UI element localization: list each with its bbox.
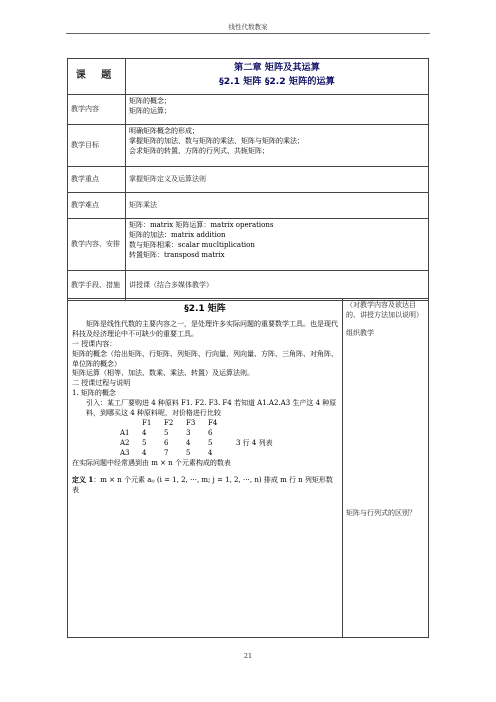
matrix-row-label: A3 bbox=[120, 448, 130, 457]
matrix-size-note: 3 行 4 列表 bbox=[236, 439, 273, 448]
difficulty-label: 教学难点 bbox=[68, 193, 126, 219]
matrix-header-cell: F4 bbox=[208, 419, 218, 428]
lesson-body bbox=[68, 299, 343, 638]
matrix-cell bbox=[236, 419, 296, 429]
goals-value bbox=[126, 125, 429, 167]
side-note: （对教学内容及欲达目的、讲授方法加以说明） bbox=[346, 301, 423, 319]
matrix-cell: 4 bbox=[142, 429, 147, 438]
goal-line: 明确矩阵概念的形成； bbox=[129, 127, 199, 135]
body-line: 二 授课过程与说明 bbox=[72, 379, 131, 388]
definition-label: 定义 1 bbox=[72, 474, 94, 484]
content-value bbox=[126, 95, 429, 125]
matrix-header-cell: F1 bbox=[142, 419, 152, 428]
matrix-cell bbox=[120, 419, 142, 429]
lesson-body-table bbox=[67, 298, 429, 638]
content-line: 矩阵的概念； bbox=[129, 97, 171, 105]
course-title bbox=[126, 59, 429, 95]
matrix-cell: 3 bbox=[186, 429, 191, 438]
matrix-cell: 4 bbox=[142, 448, 147, 457]
price-matrix bbox=[72, 419, 338, 459]
chapter-title: 第二章 矩阵及其运算 bbox=[234, 62, 320, 73]
methods-value: 讲授课（结合多媒体教学） bbox=[126, 271, 429, 301]
header-rule bbox=[66, 33, 430, 34]
matrix-cell: 5 bbox=[164, 429, 169, 438]
side-note: 组织教学 bbox=[346, 328, 374, 337]
definition-text: ：m × n 个元素 aᵢⱼ (i = 1, 2, ⋯, m; j = 1, 2, ⋯, n) 排成 m 行 n 列矩形数表 bbox=[72, 475, 333, 494]
intro-paragraph: 矩阵是线性代数的主要内容之一，是处理许多实际问题的重要数学工具。也是现代科技及经济理论中不可缺少的重要工具。 bbox=[72, 319, 338, 338]
matrix-row-label: A1 bbox=[120, 429, 130, 438]
methods-label: 教学手段、措施 bbox=[68, 271, 126, 301]
matrix-cell: 5 bbox=[142, 439, 147, 448]
arrangement-line: 矩阵的加法：matrix addition bbox=[129, 230, 226, 239]
arrangement-line: 矩阵：matrix 矩阵运算：matrix operations bbox=[129, 221, 274, 229]
section-heading: §2.1 矩阵 bbox=[184, 304, 226, 314]
methods-row bbox=[68, 271, 429, 301]
key-value: 掌握矩阵定义及运算法则 bbox=[126, 167, 429, 193]
arrangement-value bbox=[126, 219, 429, 271]
side-note: 矩阵与行列式的区别？ bbox=[346, 508, 416, 517]
key-label: 教学重点 bbox=[68, 167, 126, 193]
content-line: 矩阵的运算； bbox=[129, 106, 171, 115]
body-line: 1. 矩阵的概念 bbox=[72, 389, 116, 398]
observation-line: 在实际问题中经常遇到由 m × n 个元素构成的数表 bbox=[72, 458, 231, 467]
arrangement-row bbox=[68, 219, 429, 271]
lesson-plan-table bbox=[67, 58, 429, 301]
arrangement-line: 数与矩阵相乘：scalar mucltiplication bbox=[129, 240, 255, 249]
body-line: 矩阵运算（相等、加法、数乘、乘法、转置）及运算法则。 bbox=[72, 369, 254, 378]
matrix-cell: 7 bbox=[164, 448, 169, 457]
matrix-cell: 6 bbox=[164, 439, 169, 448]
page-header-title: 线性代数教案 bbox=[228, 23, 268, 31]
matrix-cell bbox=[236, 429, 296, 439]
content-label: 教学内容 bbox=[68, 95, 126, 125]
difficulty-value: 矩阵乘法 bbox=[126, 193, 429, 219]
matrix-cell: 4 bbox=[208, 448, 213, 457]
matrix-header-cell: F3 bbox=[186, 419, 196, 428]
body-line: 矩阵的概念（给出矩阵、行矩阵、列矩阵、行向量、列向量、方阵、三角阵、对角阵、单位阵的概念） bbox=[72, 349, 338, 368]
page-number: 21 bbox=[243, 652, 253, 660]
example-intro: 引入：某工厂要购进 4 种原料 F1. F2. F3. F4 若知道 A1.A2.A3 生产这 4 种原料，到哪买这 4 种原料呢，对价格进行比较 bbox=[86, 399, 337, 418]
goals-row bbox=[68, 125, 429, 167]
lesson-body-row bbox=[68, 299, 429, 638]
side-notes bbox=[343, 299, 429, 638]
arrangement-line: 转置矩阵：transposd matrix bbox=[129, 250, 225, 259]
matrix-cell: 5 bbox=[208, 439, 213, 448]
matrix-header-cell: F2 bbox=[164, 419, 174, 428]
matrix-cell: 4 bbox=[186, 439, 191, 448]
matrix-row-label: A2 bbox=[120, 439, 130, 448]
section-titles: §2.1 矩阵 §2.2 矩阵的运算 bbox=[219, 75, 335, 87]
matrix-cell: 6 bbox=[208, 429, 213, 438]
body-line: 一 授课内容： bbox=[72, 339, 117, 348]
content-row bbox=[68, 95, 429, 125]
goal-line: 掌握矩阵的加法、数与矩阵的乘法、矩阵与矩阵的乘法； bbox=[129, 136, 304, 145]
goal-line: 会求矩阵的转置、方阵的行列式、共轭矩阵； bbox=[129, 146, 269, 155]
difficulty-row bbox=[68, 193, 429, 219]
key-row bbox=[68, 167, 429, 193]
matrix-cell: 5 bbox=[186, 448, 191, 457]
definition-1 bbox=[72, 475, 338, 496]
goals-label: 教学目标 bbox=[68, 125, 126, 167]
matrix-cell bbox=[236, 449, 296, 459]
arrangement-label: 教学内容、安排 bbox=[68, 219, 126, 271]
course-label: 课 题 bbox=[68, 59, 126, 95]
course-row bbox=[68, 59, 429, 95]
